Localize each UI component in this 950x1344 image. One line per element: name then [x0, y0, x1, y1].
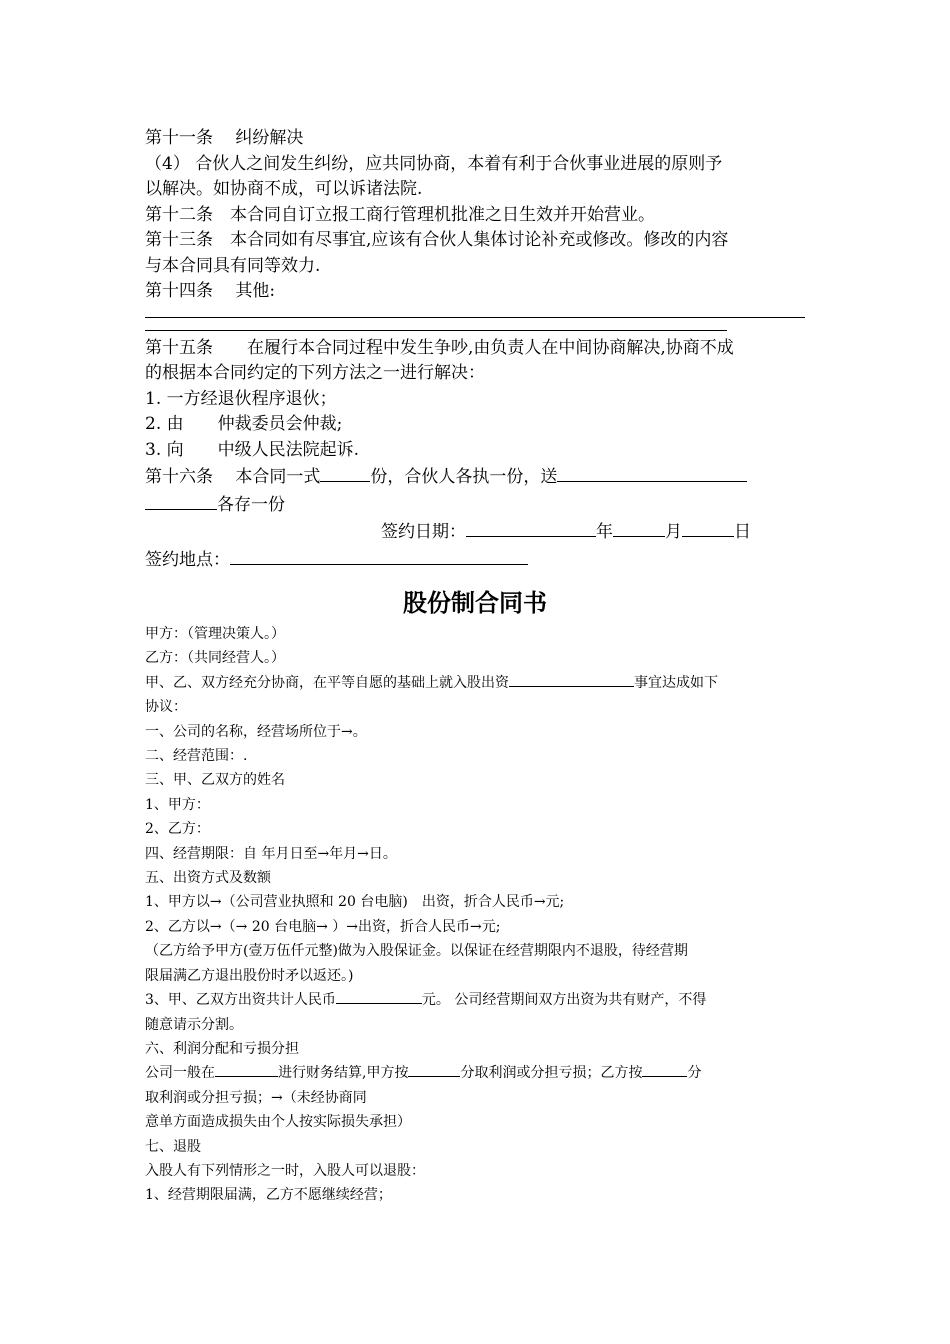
article-16-text: 各存一份: [217, 494, 285, 515]
intro-text: 事宜达成如下: [634, 674, 718, 691]
sign-date-label: 签约日期：: [381, 522, 466, 542]
intro: [145, 671, 807, 695]
item-5-note: （乙方给予甲方(壹万伍仟元整)做为入股保证金。以保证在经营期限内不退股，待经营期: [145, 943, 688, 960]
item-6-part: 分取利润或分担亏损；乙方按: [460, 1065, 643, 1082]
article-16-text: 份，合伙人各执一份，送: [370, 467, 558, 487]
article-13: 第十三条 本合同如有尽事宜,应该有合伙人集体讨论补充或修改。修改的内容: [145, 230, 729, 250]
item-6-part: 分: [687, 1065, 702, 1082]
item-3-b: 2、乙方：: [145, 821, 210, 838]
item-6: 六、利润分配和亏损分担: [145, 1040, 299, 1057]
party-b: 乙方：（共同经营人。）: [145, 650, 285, 667]
copies-blank: [320, 463, 370, 482]
article-16: [145, 463, 807, 491]
intro-cont: 协议：: [145, 699, 187, 716]
article-16-cont: [145, 491, 807, 519]
year-label: 年: [596, 522, 613, 542]
item-6-part: 公司一般在: [145, 1065, 215, 1082]
item-5-3-text: 元。 公司经营期间双方出资为共有财产，不得: [421, 992, 707, 1009]
option-2: 2. 由 仲裁委员会仲裁;: [145, 414, 343, 434]
article-15-cont: 的根据本合同约定的下列方法之一进行解决：: [145, 363, 485, 383]
recipient-blank: [145, 491, 217, 510]
party-a: 甲方：（管理决策人。）: [145, 626, 285, 642]
item-7-intro: 入股人有下列情形之一时，入股人可以退股：: [145, 1162, 425, 1179]
sign-date-row: [145, 518, 807, 546]
item-3-a: 1、甲方：: [145, 796, 210, 813]
ratio-b-blank: [642, 1062, 687, 1077]
share-contract-section: [145, 622, 807, 1208]
item-5-3-cont: 随意请示分割。: [145, 1016, 243, 1033]
item-5: 五、出资方式及数额: [145, 870, 271, 887]
option-1: 1. 一方经退伙程序退伙；: [145, 388, 337, 409]
day-blank: [682, 518, 734, 537]
sign-place-label: 签约地点：: [145, 549, 230, 570]
ratio-a-blank: [408, 1062, 460, 1077]
month-blank: [613, 518, 665, 537]
period-blank: [215, 1062, 278, 1077]
intro-text: 甲、乙、双方经充分协商，在平等自愿的基础上就入股出资: [145, 674, 509, 691]
item-7: 七、退股: [145, 1138, 201, 1155]
matter-blank: [509, 672, 634, 687]
month-label: 月: [665, 522, 682, 542]
item-1: 一、公司的名称，经营场所位于→。: [145, 723, 367, 740]
item-3: 三、甲、乙双方的姓名: [145, 772, 285, 789]
article-16-text: 第十六条 本合同一式: [145, 467, 321, 487]
article-14: 第十四条 其他:: [145, 281, 276, 301]
item-6-cont: 取利润或分担亏损；→（未经协商同: [145, 1089, 367, 1106]
item-2: 二、经营范围：.: [145, 748, 248, 765]
item-5-2: 2、乙方以→（→ 20 台电脑→ ）→出资，折合人民币→元;: [145, 918, 501, 935]
partnership-section: [145, 126, 807, 573]
day-label: 日: [734, 522, 751, 542]
item-5-note-cont: 限届满乙方退出股份时矛以返还。): [145, 967, 354, 984]
place-blank: [230, 546, 528, 565]
blank-line: [145, 305, 805, 318]
item-6-part: 进行财务结算,甲方按: [278, 1065, 409, 1082]
year-blank: [466, 518, 596, 537]
recipient-blank: [557, 463, 747, 482]
document-title: 股份制合同书: [403, 589, 547, 617]
article-13-cont: 与本合同具有同等效力.: [145, 255, 321, 276]
item-7-1: 1、经营期限届满，乙方不愿继续经营；: [145, 1187, 392, 1204]
article-11-heading: 第十一条 纠纷解决: [145, 128, 304, 148]
amount-blank: [336, 989, 422, 1004]
article-11-text-cont: 以解决。如协商不成，可以诉诸法院.: [145, 179, 423, 199]
item-5-1: 1、甲方以→（公司营业执照和 20 台电脑) 出资，折合人民币→元;: [145, 894, 565, 911]
article-11-text: （4） 合伙人之间发生纠纷，应共同协商，本着有利于合伙事业进展的原则予: [145, 153, 723, 174]
article-15: 第十五条 在履行本合同过程中发生争吵,由负责人在中间协商解决,协商不成: [145, 337, 734, 358]
article-12: 第十二条 本合同自订立报工商行管理机批准之日生效并开始营业。: [145, 204, 655, 225]
sign-place-row: [145, 546, 807, 574]
item-6-cont2: 意单方面造成损失由个人按实际损失承担）: [145, 1114, 411, 1131]
item-5-3-text: 3、甲、乙双方出资共计人民币: [145, 992, 336, 1009]
item-4: 四、经营期限：自 年月日至→年月→日。: [145, 845, 397, 862]
item-6-text: [145, 1061, 807, 1085]
option-3: 3. 向 中级人民法院起诉.: [145, 439, 360, 460]
item-5-3: [145, 988, 807, 1012]
blank-line: [145, 318, 727, 331]
